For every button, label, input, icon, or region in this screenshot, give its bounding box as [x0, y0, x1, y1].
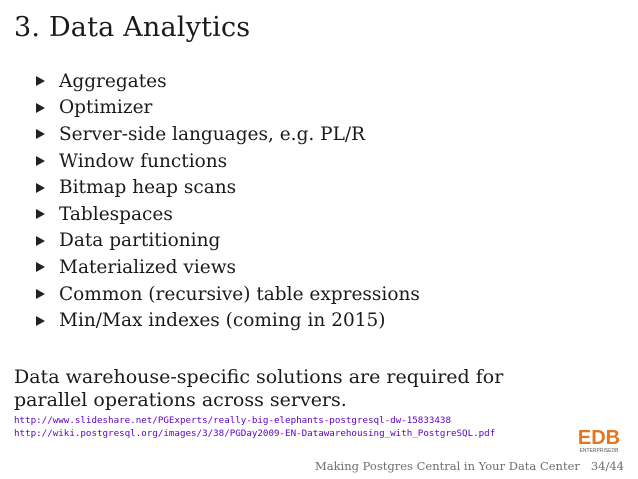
- page-number: 34/44: [590, 459, 624, 473]
- reference-links: [14, 414, 495, 440]
- triangle-bullet-icon: [36, 262, 45, 272]
- slide-title: 3. Data Analytics: [14, 12, 251, 43]
- triangle-bullet-icon: [36, 183, 45, 193]
- bullet-text: Data partitioning: [59, 230, 221, 252]
- list-item: [36, 307, 420, 334]
- edb-logo: [574, 425, 624, 455]
- list-item: [36, 201, 420, 228]
- bullet-text: Server-side languages, e.g. PL/R: [59, 123, 366, 145]
- triangle-bullet-icon: [36, 156, 45, 166]
- triangle-bullet-icon: [36, 76, 45, 86]
- triangle-bullet-icon: [36, 316, 45, 326]
- bullet-text: Tablespaces: [59, 203, 173, 225]
- list-item: [36, 228, 420, 255]
- bullet-text: Aggregates: [59, 70, 167, 92]
- triangle-bullet-icon: [36, 209, 45, 219]
- reference-link-wiki[interactable]: http://wiki.postgresql.org/images/3/38/PGDay2009-EN-Datawarehousing_with_PostgreSQL.pdf: [14, 428, 496, 439]
- bullet-list: [36, 68, 420, 334]
- logo-subtext: ENTERPRISEDB: [579, 448, 619, 454]
- slide-footer: [315, 459, 624, 473]
- list-item: [36, 68, 420, 95]
- bullet-text: Bitmap heap scans: [59, 177, 237, 199]
- bullet-text: Window functions: [59, 150, 228, 172]
- list-item: [36, 95, 420, 122]
- summary-note: Data warehouse-specific solutions are required for parallel operations across servers.: [14, 366, 504, 411]
- list-item: [36, 254, 420, 281]
- bullet-text: Materialized views: [59, 256, 237, 278]
- logo-text: EDB: [577, 427, 621, 449]
- bullet-text: Optimizer: [59, 97, 153, 119]
- footer-text: Making Postgres Central in Your Data Center: [314, 459, 580, 473]
- reference-link-slideshare[interactable]: http://www.slideshare.net/PGExperts/really-big-elephants-postgresql-dw-15833438: [14, 415, 451, 426]
- triangle-bullet-icon: [36, 236, 45, 246]
- bullet-text: Min/Max indexes (coming in 2015): [59, 310, 386, 332]
- triangle-bullet-icon: [36, 103, 45, 113]
- list-item: [36, 174, 420, 201]
- list-item: [36, 148, 420, 175]
- triangle-bullet-icon: [36, 129, 45, 139]
- list-item: [36, 121, 420, 148]
- bullet-text: Common (recursive) table expressions: [59, 283, 420, 305]
- list-item: [36, 281, 420, 308]
- triangle-bullet-icon: [36, 289, 45, 299]
